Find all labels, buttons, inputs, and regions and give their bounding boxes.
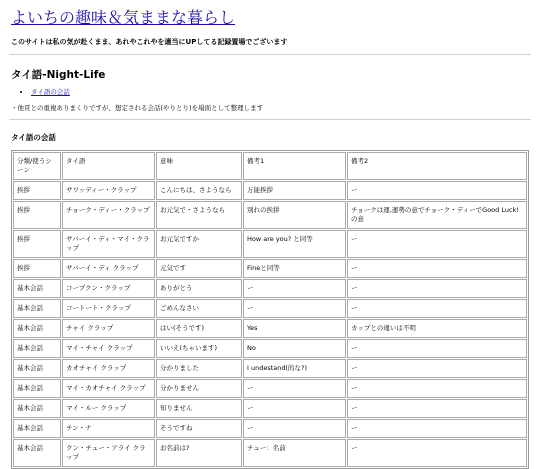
cell-category: 挨拶: [13, 181, 61, 200]
cell-note2: ー: [347, 299, 527, 318]
cell-meaning: ごめんなさい: [156, 299, 242, 318]
divider: [9, 119, 531, 120]
table-row: [13, 201, 527, 229]
cell-note2: ー: [347, 439, 527, 467]
cell-meaning: お名前は?: [156, 439, 242, 467]
cell-note2: ー: [347, 181, 527, 200]
table-row: [13, 399, 527, 418]
header-category: 分類/使うシーン: [13, 152, 61, 180]
header-thai: タイ語: [62, 152, 155, 180]
cell-thai: マイ・チャイ クラップ: [62, 339, 155, 358]
table-body: [13, 181, 527, 467]
section-title: タイ語の会話: [11, 133, 56, 142]
cell-note2: カップとの違いは不明: [347, 319, 527, 338]
cell-note1: ー: [243, 379, 346, 398]
table-row: [13, 339, 527, 358]
cell-note1: Fineと同等: [243, 259, 346, 278]
cell-note1: ー: [243, 279, 346, 298]
cell-note2: ー: [347, 379, 527, 398]
cell-category: 基本会話: [13, 319, 61, 338]
header-meaning: 意味: [156, 152, 242, 180]
site-description: このサイトは私の気が赴くまま、あれやこれやを適当にUPしてる記録置場でございます: [11, 38, 288, 46]
divider: [9, 54, 531, 55]
toc-item: [31, 87, 531, 96]
cell-thai: サバーイ・ディ クラップ: [62, 259, 155, 278]
cell-category: 基本会話: [13, 439, 61, 467]
cell-thai: チン・ナ: [62, 419, 155, 438]
cell-note2: チョークは運,運勢の意でチョーク・ディーでGood Luck!の意: [347, 201, 527, 229]
table-row: [13, 299, 527, 318]
table-row: [13, 230, 527, 258]
cell-meaning: いいえ(ちゃいます): [156, 339, 242, 358]
cell-note2: ー: [347, 359, 527, 378]
table-row: [13, 279, 527, 298]
cell-thai: コートート・クラップ: [62, 299, 155, 318]
cell-note1: ー: [243, 399, 346, 418]
header-note1: 備考1: [243, 152, 346, 180]
cell-thai: サバーイ・ディ・マイ・クラップ: [62, 230, 155, 258]
cell-note1: ー: [243, 299, 346, 318]
cell-category: 基本会話: [13, 399, 61, 418]
cell-thai: コープクン・クラップ: [62, 279, 155, 298]
cell-category: 基本会話: [13, 339, 61, 358]
cell-note2: ー: [347, 339, 527, 358]
table-row: [13, 379, 527, 398]
toc-link[interactable]: タイ語の会話: [31, 88, 70, 96]
cell-meaning: 知りません: [156, 399, 242, 418]
cell-meaning: 元気です: [156, 259, 242, 278]
table-header-row: [13, 152, 527, 180]
table-row: [13, 181, 527, 200]
page-title: タイ語-Night-Life: [11, 69, 106, 81]
cell-meaning: ありがとう: [156, 279, 242, 298]
cell-thai: マイ・カオチャイ クラップ: [62, 379, 155, 398]
cell-thai: マイ・ルー クラップ: [62, 399, 155, 418]
phrase-table: [11, 150, 529, 469]
cell-note1: How are you? と同等: [243, 230, 346, 258]
cell-meaning: はい(そうです): [156, 319, 242, 338]
cell-category: 基本会話: [13, 419, 61, 438]
cell-note1: Yes: [243, 319, 346, 338]
cell-thai: クン・チュー・アライ クラップ: [62, 439, 155, 467]
cell-note1: チュー：名前: [243, 439, 346, 467]
table-row: [13, 359, 527, 378]
cell-category: 挨拶: [13, 230, 61, 258]
cell-meaning: そうですね: [156, 419, 242, 438]
cell-note2: ー: [347, 279, 527, 298]
cell-thai: サワッディー・クラップ: [62, 181, 155, 200]
table-row: [13, 439, 527, 467]
page-note: ・他頁との重複ありまくりですが、想定される会話(やりとり)を場面として整理します: [11, 104, 264, 112]
cell-note2: ー: [347, 230, 527, 258]
cell-note1: 別れの挨拶: [243, 201, 346, 229]
cell-note2: ー: [347, 419, 527, 438]
cell-note1: ー: [243, 419, 346, 438]
cell-thai: チョーク・ディー・クラップ: [62, 201, 155, 229]
cell-thai: カオチャイ クラップ: [62, 359, 155, 378]
site-title-link[interactable]: よいちの趣味＆気ままな暮らし: [11, 8, 236, 27]
cell-category: 挨拶: [13, 259, 61, 278]
table-of-contents: [9, 87, 531, 96]
cell-category: 基本会話: [13, 359, 61, 378]
cell-note2: ー: [347, 259, 527, 278]
cell-note1: I undestand(的な?): [243, 359, 346, 378]
cell-meaning: お元気で・さようなら: [156, 201, 242, 229]
cell-category: 基本会話: [13, 279, 61, 298]
cell-meaning: 分かりません: [156, 379, 242, 398]
cell-category: 基本会話: [13, 379, 61, 398]
cell-meaning: 分かりました: [156, 359, 242, 378]
table-row: [13, 259, 527, 278]
cell-note1: No: [243, 339, 346, 358]
cell-category: 基本会話: [13, 299, 61, 318]
cell-meaning: こんにちは、さようなら: [156, 181, 242, 200]
cell-thai: チャイ クラップ: [62, 319, 155, 338]
cell-meaning: お元気ですか: [156, 230, 242, 258]
cell-category: 挨拶: [13, 201, 61, 229]
table-row: [13, 319, 527, 338]
cell-note2: ー: [347, 399, 527, 418]
table-row: [13, 419, 527, 438]
cell-note1: 万能挨拶: [243, 181, 346, 200]
header-note2: 備考2: [347, 152, 527, 180]
